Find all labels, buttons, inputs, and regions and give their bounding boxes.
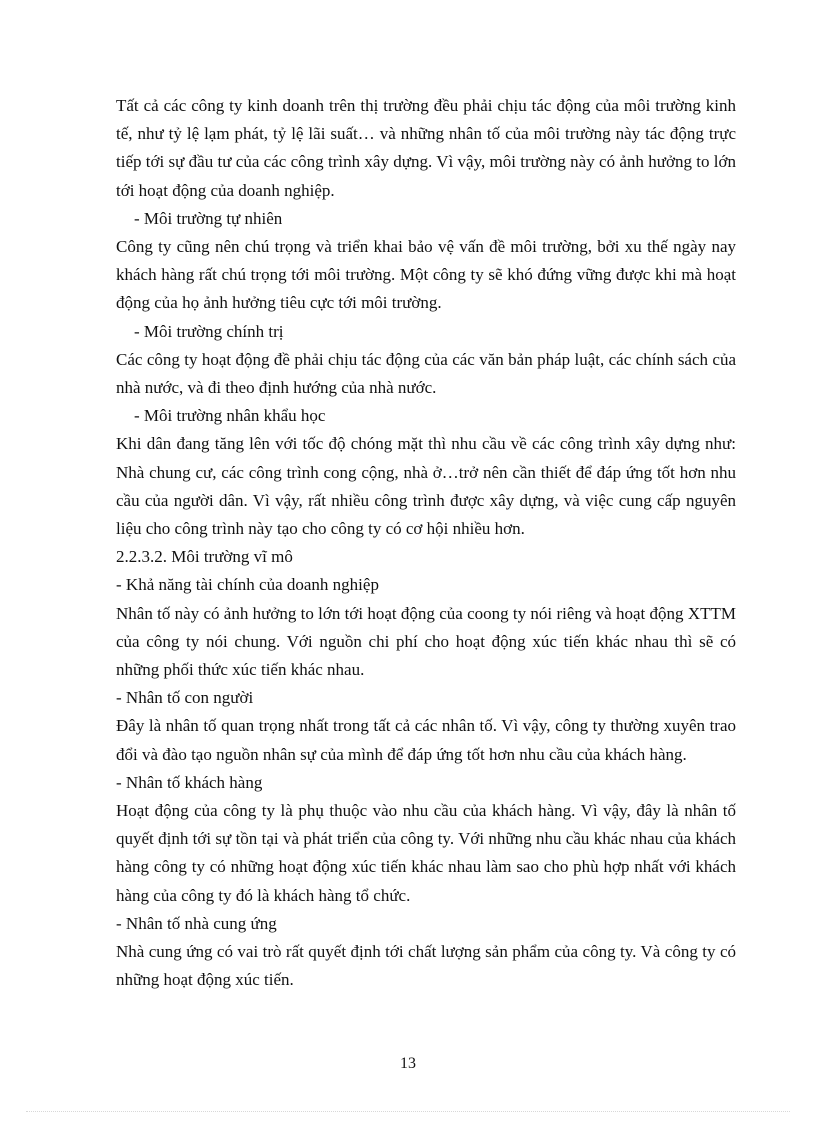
heading-political-environment: - Môi trường chính trị bbox=[134, 321, 284, 341]
paragraph-financial-capacity: Nhân tố này có ảnh hưởng to lớn tới hoạt động của coong ty nói riêng và hoạt động XTTM của công ty nói chung. Với nguồn chi phí cho hoạt động xúc tiến khác nhau thì sẽ có những phối thức xúc tiến khác nhau. bbox=[116, 603, 736, 680]
paragraph-customer-factor: Hoạt động của công ty là phụ thuộc vào nhu cầu của khách hàng. Vì vậy, đây là nhân tố quyết định tới sự tồn tại và phát triển của công ty. Với những nhu cầu khác nhau của khách hàng công ty có những hoạt động xúc tiến khác nhau làm sao cho phù hợp nhất với khách hàng của công ty đó là khách hàng tổ chức. bbox=[116, 801, 736, 905]
paragraph-economic-environment: Tất cả các công ty kinh doanh trên thị trường đều phải chịu tác động của môi trường kinh tế, như tỷ lệ lạm phát, tỷ lệ lãi suất… và những nhân tố của môi trường này tác động trực tiếp tới sự đầu tư của các công trình xây dựng. Vì vậy, môi trường này có ảnh hưởng to lớn tới hoạt động của doanh nghiệp. bbox=[116, 96, 736, 200]
section-heading-macro-environment: 2.2.3.2. Môi trường vĩ mô bbox=[116, 547, 293, 567]
page-number: 13 bbox=[400, 1055, 416, 1072]
paragraph-natural-environment: Công ty cũng nên chú trọng và triển khai bảo vệ vấn đề môi trường, bởi xu thế ngày nay khách hàng rất chú trọng tới môi trường. Một công ty sẽ khó đứng vững được khi mà hoạt động của họ ảnh hưởng tiêu cực tới môi trường. bbox=[116, 237, 736, 313]
heading-financial-capacity: - Khả năng tài chính của doanh nghiệp bbox=[116, 575, 379, 595]
heading-demographic-environment: - Môi trường nhân khẩu học bbox=[134, 406, 326, 426]
paragraph-supplier-factor: Nhà cung ứng có vai trò rất quyết định tới chất lượng sản phẩm của công ty. Và công ty có những hoạt động xúc tiến. bbox=[116, 942, 736, 990]
document-page bbox=[116, 92, 736, 995]
paragraph-human-factor: Đây là nhân tố quan trọng nhất trong tất cả các nhân tố. Vì vậy, công ty thường xuyên trao đổi và đào tạo nguồn nhân sự của mình để đáp ứng tốt hơn nhu cầu của khách hàng. bbox=[116, 716, 736, 764]
heading-human-factor: - Nhân tố con người bbox=[116, 688, 254, 708]
heading-supplier-factor: - Nhân tố nhà cung ứng bbox=[116, 913, 277, 933]
paragraph-political-environment: Các công ty hoạt động đề phải chịu tác động của các văn bản pháp luật, các chính sách của nhà nước, và đi theo định hướng của nhà nước. bbox=[116, 349, 736, 398]
heading-natural-environment: - Môi trường tự nhiên bbox=[134, 208, 283, 228]
heading-customer-factor: - Nhân tố khách hàng bbox=[116, 772, 263, 792]
paragraph-demographic-environment: Khi dân đang tăng lên với tốc độ chóng mặt thì nhu cầu về các công trình xây dựng như: Nhà chung cư, các công trình cong cộng, nhà ở…trở nên cần thiết để đáp ứng tốt hơn nhu cầu của người dân. Vì vậy, rất nhiều công trình được xây dựng, và việc cung cấp nguyên liệu cho công trình này tạo cho công ty có cơ hội nhiều hơn. bbox=[116, 434, 736, 539]
bottom-divider bbox=[26, 1111, 790, 1112]
